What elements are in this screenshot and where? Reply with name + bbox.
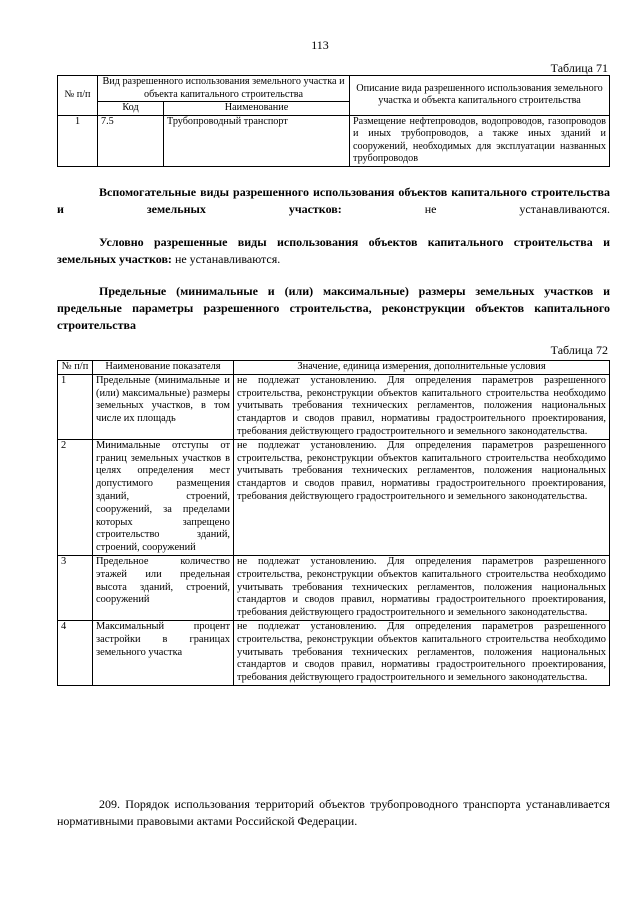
table-row [58,620,610,685]
header-value: Значение, единица измерения, дополнительные условия [234,361,610,375]
row-num: 2 [58,439,93,555]
row-name: Трубопроводный транспорт [164,115,350,166]
row-indicator-name: Предельное количество этажей или предельная высота зданий, строений, сооружений [93,555,234,620]
limits-heading-paragraph [57,283,610,334]
table-71 [57,75,610,167]
table-72 [57,360,610,686]
conditional-uses-heading: Условно разрешенные виды использования объектов капитального строительства и земельных участков: [57,235,610,266]
final-paragraph: 209. Порядок использования территорий объектов трубопроводного транспорта устанавливается нормативными правовыми актами Российской Федерации. [57,797,610,828]
auxiliary-uses-paragraph [57,184,610,218]
row-num: 4 [58,620,93,685]
header-use-type: Вид разрешенного использования земельного участка и объекта капитального строительства [98,76,350,102]
conditional-uses-paragraph [57,234,610,268]
page-number: 113 [311,38,329,52]
row-description: Размещение нефтепроводов, водопроводов, газопроводов и иных трубопроводов, а также иных зданий и сооружений, необходимых для эксплуатации названных трубопроводов [350,115,610,166]
header-num: № п/п [58,76,98,116]
row-value: не подлежат установлению. Для определения параметров разрешенного строительства, реконструкции объектов капитального строительства необходимо учитывать требования технических регламентов, положения национальных стандартов и сводов правил, нормативы градостроительного проектирования, требования действующего градостроительного и земельного законодательства. [234,439,610,555]
table-71-header-row [58,76,610,102]
row-num: 3 [58,555,93,620]
row-code: 7.5 [98,115,164,166]
row-indicator-name: Предельные (минимальные и (или) максимальные) размеры земельных участков, в том числе их площадь [93,374,234,439]
header-description: Описание вида разрешенного использования земельного участка и объекта капитального строительства [350,76,610,116]
row-num: 1 [58,115,98,166]
conditional-uses-text: не устанавливаются. [171,252,281,266]
row-value: не подлежат установлению. Для определения параметров разрешенного строительства, реконструкции объектов капитального строительства необходимо учитывать требования технических регламентов, положения национальных стандартов и сводов правил, нормативы градостроительного проектирования, требования действующего градостроительного и земельного законодательства. [234,374,610,439]
row-num: 1 [58,374,93,439]
table-row [58,439,610,555]
table-row [58,374,610,439]
table-71-caption: Таблица 71 [550,61,608,75]
header-num: № п/п [58,361,93,375]
row-value: не подлежат установлению. Для определения параметров разрешенного строительства, реконструкции объектов капитального строительства необходимо учитывать требования технических регламентов, положения национальных стандартов и сводов правил, нормативы градостроительного проектирования, требования действующего градостроительного и земельного законодательства. [234,620,610,685]
table-row [58,555,610,620]
auxiliary-uses-text: не устанавливаются. [341,202,610,216]
row-value: не подлежат установлению. Для определения параметров разрешенного строительства, реконструкции объектов капитального строительства необходимо учитывать требования технических регламентов, положения национальных стандартов и сводов правил, нормативы градостроительного проектирования, требования действующего градостроительного и земельного законодательства. [234,555,610,620]
table-72-caption: Таблица 72 [550,343,608,357]
row-indicator-name: Максимальный процент застройки в границах земельного участка [93,620,234,685]
table-row [58,115,610,166]
auxiliary-uses-heading: Вспомогательные виды разрешенного использования объектов капитального строительства и земельных участков: [57,185,610,216]
row-indicator-name: Минимальные отступы от границ земельных участков в целях определения мест допустимого размещения зданий, строений, сооружений, за пределами которых запрещено строительство зданий, строений, сооружений [93,439,234,555]
header-indicator-name: Наименование показателя [93,361,234,375]
header-code: Код [98,102,164,116]
header-name: Наименование [164,102,350,116]
limits-heading: Предельные (минимальные и (или) максимальные) размеры земельных участков и предельные параметры разрешенного строительства, реконструкции объектов капитального строительства [57,284,610,332]
table-72-header-row [58,361,610,375]
